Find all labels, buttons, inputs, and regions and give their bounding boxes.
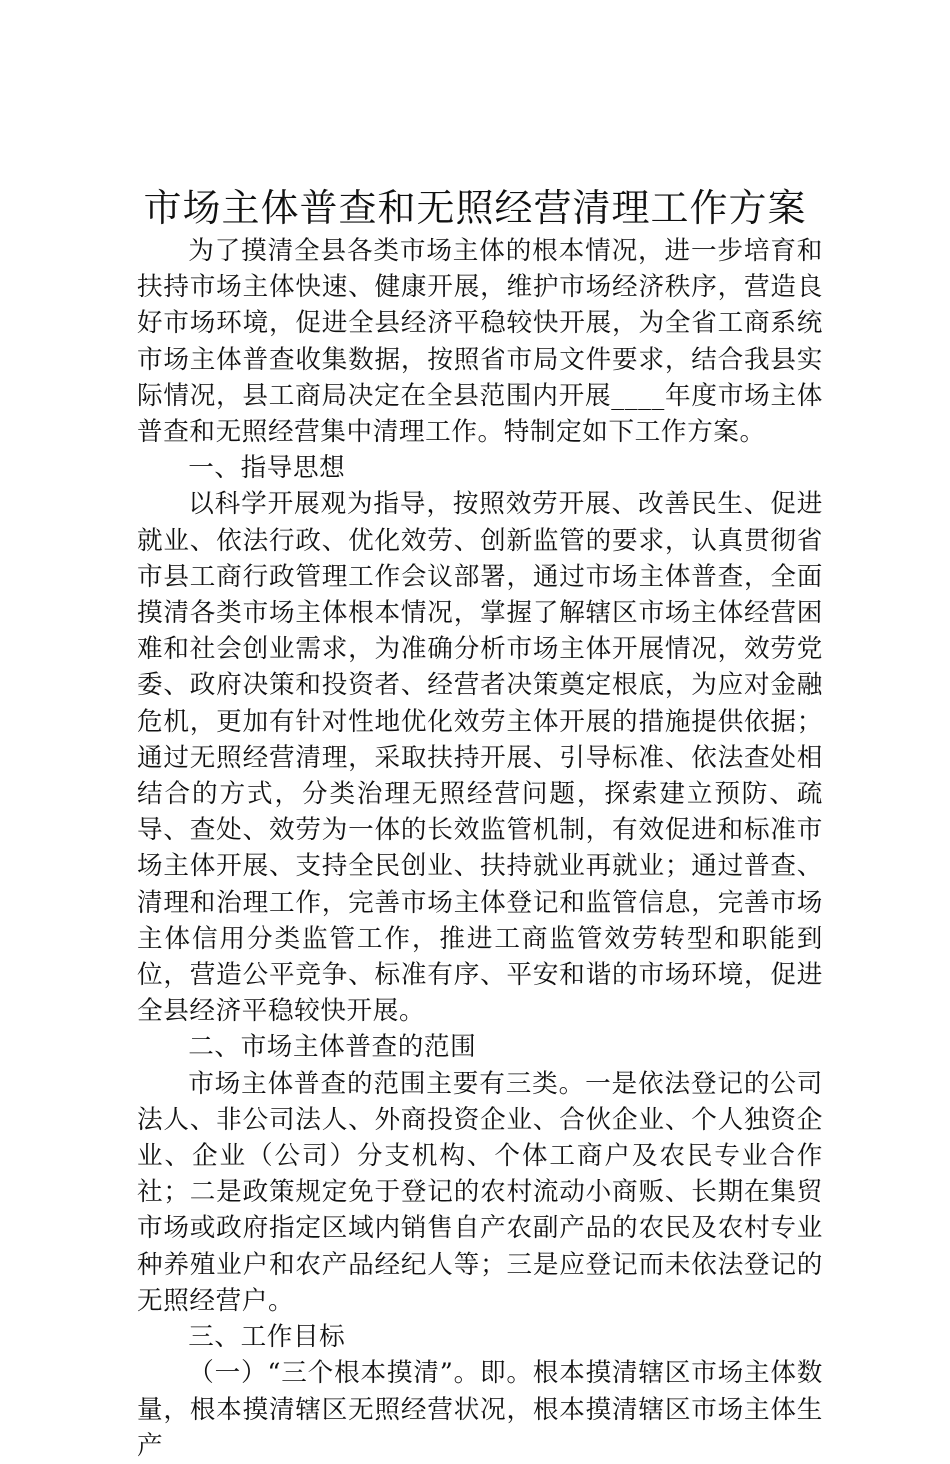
document-title: 市场主体普查和无照经营清理工作方案 <box>143 186 807 230</box>
document-body <box>137 233 823 1464</box>
section-heading-guiding-thought: 一、指导思想 <box>188 453 346 484</box>
census-scope-paragraph: 市场主体普查的范围主要有三类。一是依法登记的公司法人、非公司法人、外商投资企业、合伙企业、个人独资企业、企业（公司）分支机构、个体工商户及农民专业合作社；二是政策规定免于登记的农村流动小商贩、长期在集贸市场或政府指定区域内销售自产农副产品的农民及农村专业种养殖业户和农产品经纪人等；三是应登记而未依法登记的无照经营户。 <box>137 1068 823 1316</box>
section-heading-census-scope: 二、市场主体普查的范围 <box>188 1032 477 1063</box>
guiding-thought-paragraph: 以科学开展观为指导，按照效劳开展、改善民生、促进就业、依法行政、优化效劳、创新监管的要求，认真贯彻省市县工商行政管理工作会议部署，通过市场主体普查，全面摸清各类市场主体根本情况，掌握了解辖区市场主体经营困难和社会创业需求，为准确分析市场主体开展情况，效劳党委、政府决策和投资者、经营者决策奠定根底，为应对金融危机，更加有针对性地优化效劳主体开展的措施提供依据；通过无照经营清理，采取扶持开展、引导标准、依法查处相结合的方式，分类治理无照经营问题，探索建立预防、疏导、查处、效劳为一体的长效监管机制，有效促进和标准市场主体开展、支持全民创业、扶持就业再就业；通过普查、清理和治理工作，完善市场主体登记和监管信息，完善市场主体信用分类监管工作，推进工商监管效劳转型和职能到位，营造公平竞争、标准有序、平安和谐的市场环境，促进全县经济平稳较快开展。 <box>137 489 823 1027</box>
section-heading-work-goals: 三、工作目标 <box>188 1322 346 1353</box>
work-goals-paragraph: （一）“三个根本摸清”。即。根本摸清辖区市场主体数量，根本摸清辖区无照经营状况，根本摸清辖区市场主体生产 <box>137 1358 823 1461</box>
intro-paragraph: 为了摸清全县各类市场主体的根本情况，进一步培育和扶持市场主体快速、健康开展，维护市场经济秩序，营造良好市场环境，促进全县经济平稳较快开展，为全省工商系统市场主体普查收集数据，按照省市局文件要求，结合我县实际情况，县工商局决定在全县范围内开展____年度市场主体普查和无照经营集中清理工作。特制定如下工作方案。 <box>137 236 823 448</box>
